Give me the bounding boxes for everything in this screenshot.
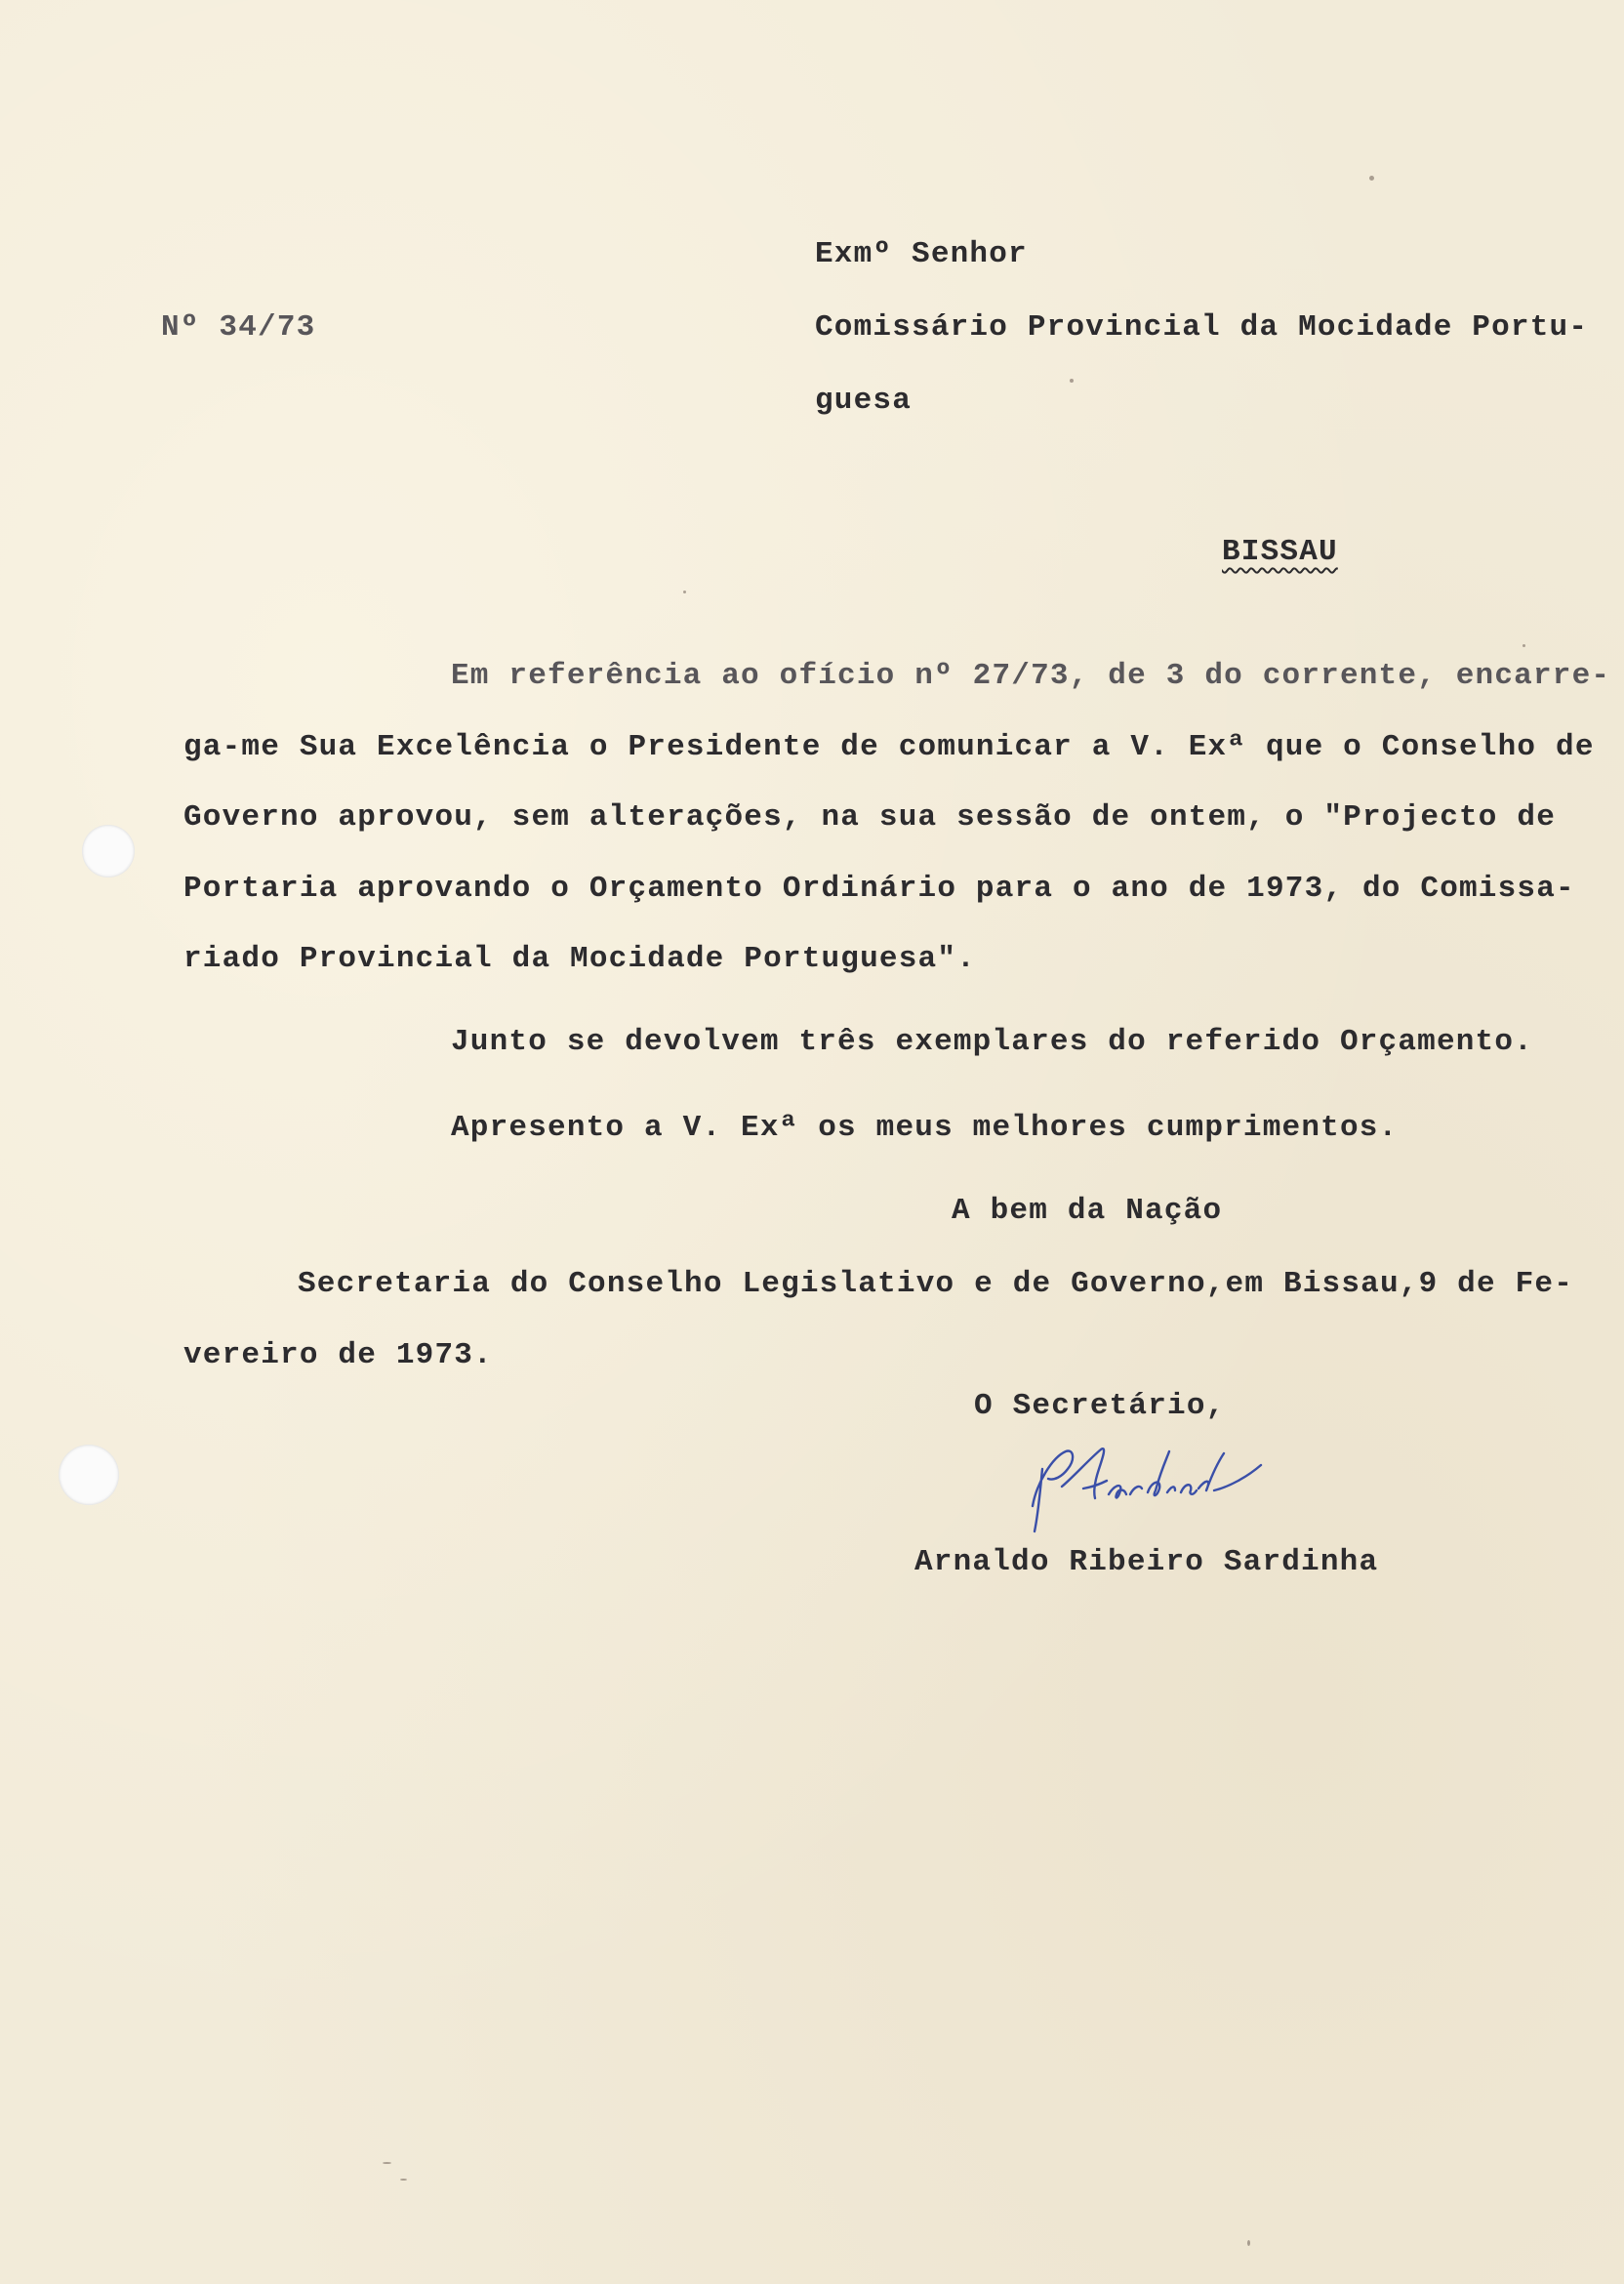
closing-motto: A bem da Nação: [952, 1194, 1223, 1228]
body-line-5: riado Provincial da Mocidade Portuguesa".: [183, 942, 976, 976]
place-date-line-1: Secretaria do Conselho Legislativo e de Governo,em Bissau,9 de Fe-: [298, 1267, 1573, 1301]
recipient-line-2: guesa: [815, 384, 913, 418]
handwritten-signature: [1005, 1430, 1279, 1547]
punch-hole-bottom: [59, 1445, 119, 1505]
signatory-name: Arnaldo Ribeiro Sardinha: [914, 1545, 1379, 1579]
place-date-line-2: vereiro de 1973.: [183, 1338, 493, 1372]
body-line-4: Portaria aprovando o Orçamento Ordinário para o ano de 1973, do Comissa-: [183, 872, 1575, 906]
salutation: Exmº Senhor: [815, 237, 1028, 271]
signatory-title: O Secretário,: [974, 1389, 1226, 1423]
body-line-1: Em referência ao ofício nº 27/73, de 3 do corrente, encarre-: [451, 659, 1611, 693]
recipient-city: BISSAU: [1222, 535, 1338, 569]
body-paragraph-3: Apresento a V. Exª os meus melhores cumprimentos.: [451, 1111, 1399, 1145]
punch-hole-top: [82, 825, 135, 877]
body-line-3: Governo aprovou, sem alterações, na sua sessão de ontem, o "Projecto de: [183, 800, 1557, 835]
recipient-line-1: Comissário Provincial da Mocidade Portu-: [815, 310, 1589, 345]
body-paragraph-2: Junto se devolvem três exemplares do referido Orçamento.: [451, 1025, 1533, 1059]
reference-number: Nº 34/73: [161, 310, 316, 345]
body-line-2: ga-me Sua Excelência o Presidente de comunicar a V. Exª que o Conselho de: [183, 730, 1595, 764]
